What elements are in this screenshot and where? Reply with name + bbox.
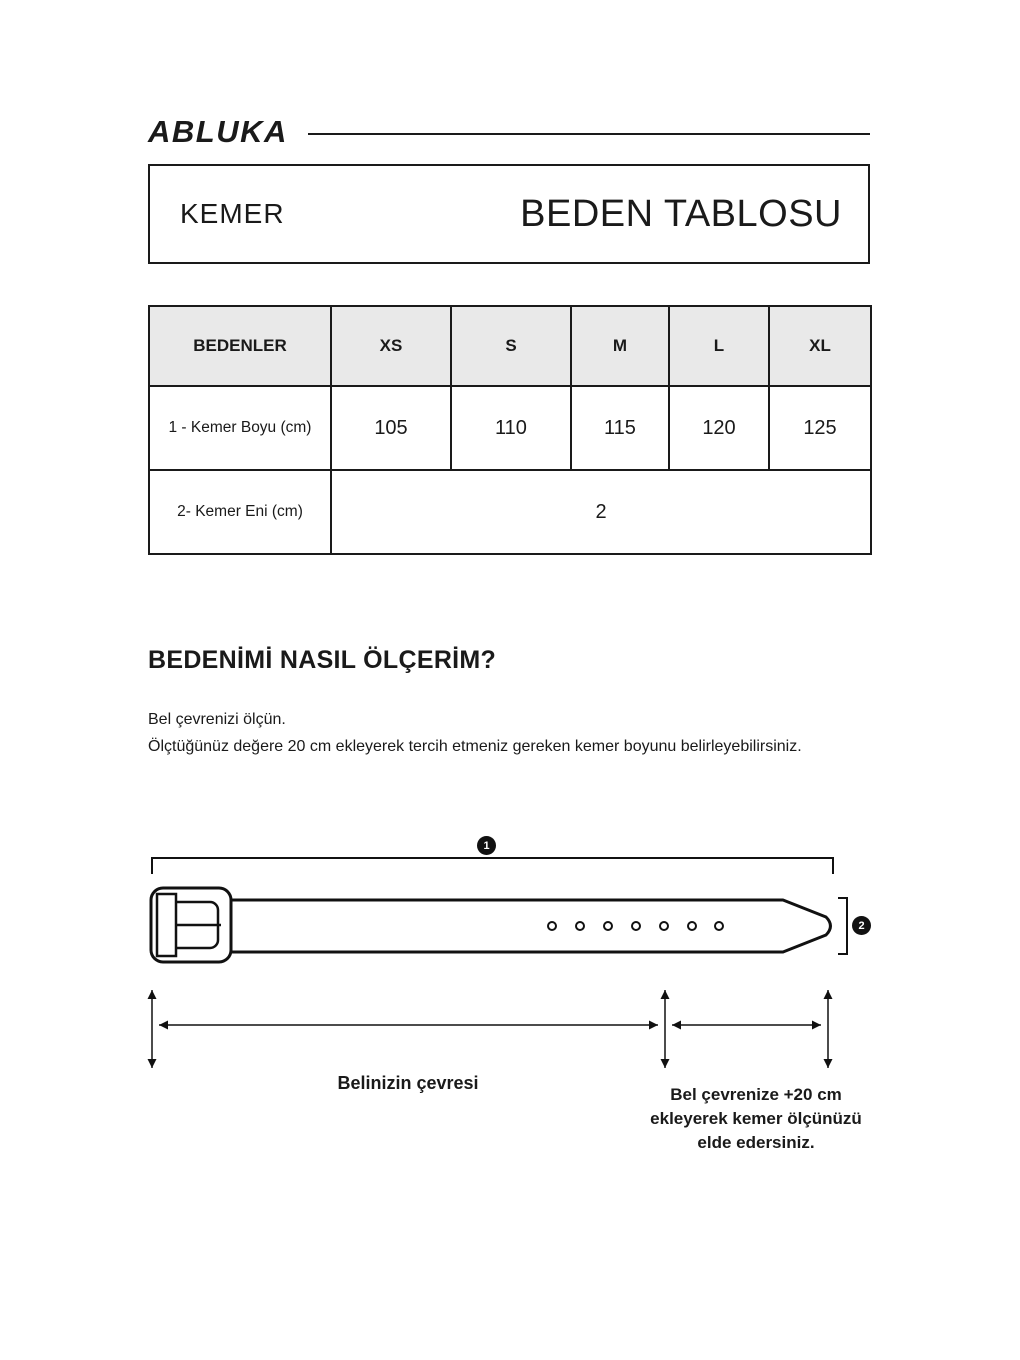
belt-length-bracket — [152, 858, 833, 874]
product-name: KEMER — [180, 198, 285, 229]
title-box — [148, 164, 870, 264]
column-header: L — [669, 306, 769, 386]
cell-value: 110 — [451, 386, 571, 470]
add-20cm-label: Bel çevrenize +20 cm ekleyerek kemer ölçünüzü elde edersiniz. — [650, 1085, 862, 1152]
table-row — [149, 470, 871, 554]
howto-text — [148, 706, 928, 760]
column-header: XL — [769, 306, 871, 386]
marker-1-badge: 1 — [477, 836, 496, 855]
column-header: BEDENLER — [149, 306, 331, 386]
brand-row — [148, 114, 870, 150]
row-label: 2- Kemer Eni (cm) — [149, 470, 331, 554]
howto-line-2: Ölçtüğünüz değere 20 cm ekleyerek tercih etmeniz gereken kemer boyunu belirleyebilirsiniz. — [148, 738, 802, 755]
row-label: 1 - Kemer Boyu (cm) — [149, 386, 331, 470]
merged-cell-value: 2 — [331, 470, 871, 554]
size-table — [148, 305, 872, 555]
waist-measure-label: Belinizin çevresi — [337, 1073, 479, 1093]
brand-divider-line — [308, 133, 870, 135]
column-header: XS — [331, 306, 451, 386]
belt-diagram-svg — [0, 820, 1020, 1220]
column-header: M — [571, 306, 669, 386]
belt-buckle — [151, 888, 231, 962]
cell-value: 105 — [331, 386, 451, 470]
page-title: BEDEN TABLOSU — [520, 192, 842, 235]
howto-line-1: Bel çevrenizi ölçün. — [148, 711, 286, 728]
measurement-diagram — [0, 820, 1020, 1220]
brand-logo: ABLUKA — [148, 114, 288, 149]
cell-value: 125 — [769, 386, 871, 470]
marker-2-badge: 2 — [852, 916, 871, 935]
howto-heading: BEDENİMİ NASIL ÖLÇERİM? — [148, 646, 497, 674]
belt-width-bracket — [838, 898, 847, 954]
cell-value: 115 — [571, 386, 669, 470]
column-header: S — [451, 306, 571, 386]
belt-strap — [231, 900, 831, 952]
vertical-measure-arrows — [152, 990, 828, 1068]
size-table-header-row — [149, 306, 871, 386]
cell-value: 120 — [669, 386, 769, 470]
table-row — [149, 386, 871, 470]
